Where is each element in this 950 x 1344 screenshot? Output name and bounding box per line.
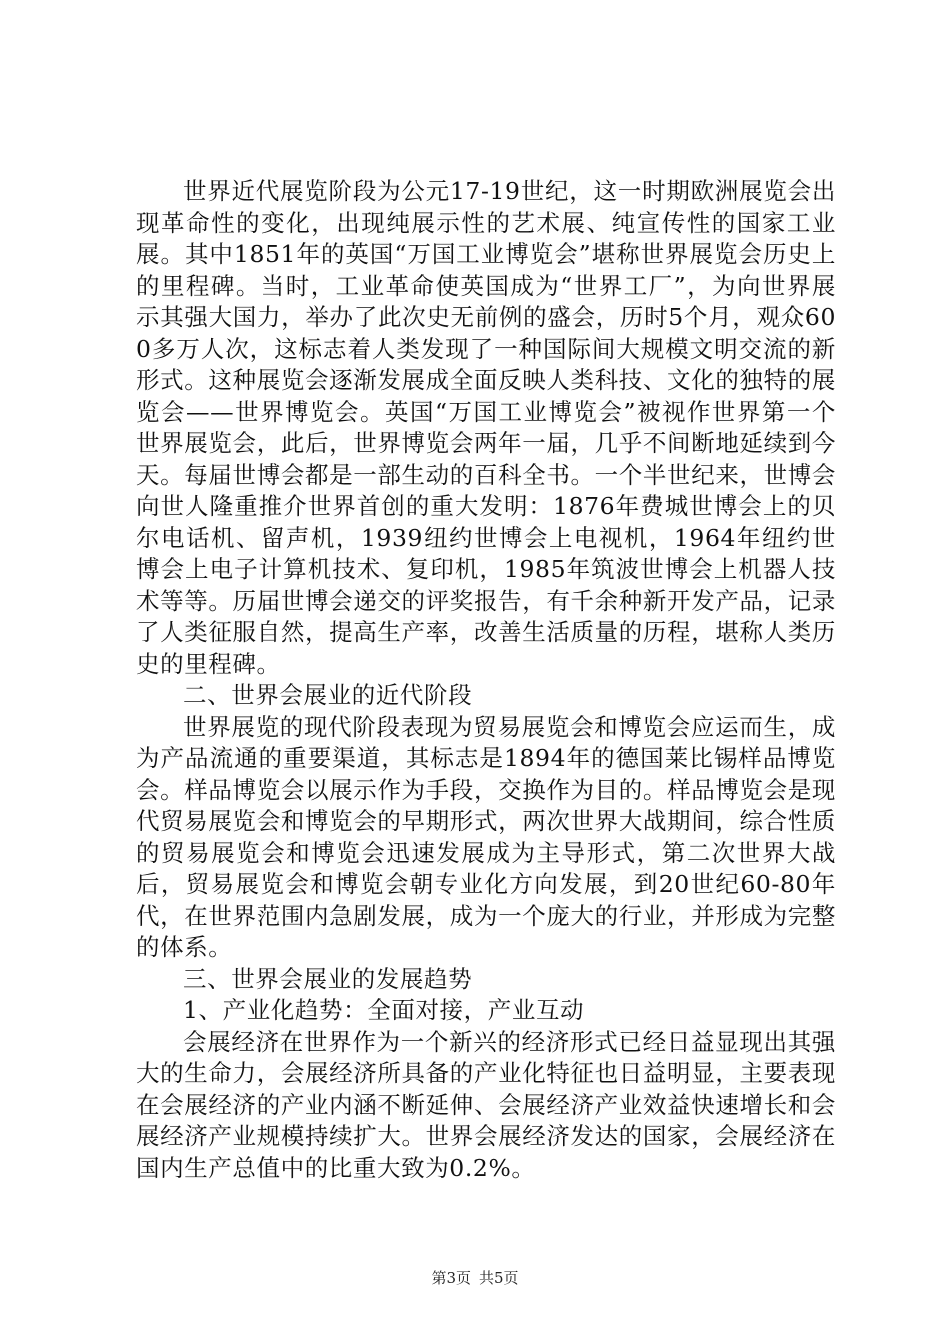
page-number: 第3页: [431, 1269, 471, 1287]
paragraph-convention-economy: 会展经济在世界作为一个新兴的经济形式已经日益显现出其强大的生命力，会展经济所具备的产业化特征也日益明显，主要表现在会展经济的产业内涵不断延伸、会展经济产业效益快速增长和会展经济产业规模持续扩大。世界会展经济发达的国家，会展经济在国内生产总值中的比重大致为0.2%。: [136, 1027, 836, 1182]
subheading-industrialization-trend: 1、产业化趋势：全面对接，产业互动: [183, 996, 585, 1024]
paragraph-modern-exhibition-stage: 世界近代展览阶段为公元17-19世纪，这一时期欧洲展览会出现革命性的变化，出现纯展示性的艺术展、纯宣传性的国家工业展。其中1851年的英国“万国工业博览会”堪称世界展览会历史上的里程碑。当时，工业革命使英国成为“世界工厂”，为向世界展示其强大国力，举办了此次史无前例的盛会，历时5个月，观众600多万人次，这标志着人类发现了一种国际间大规模文明交流的新形式。这种展览会逐渐发展成全面反映人类科技、文化的独特的展览会——世界博览会。英国“万国工业博览会”被视作世界第一个世界展览会，此后，世界博览会两年一届，几乎不间断地延续到今天。每届世博会都是一部生动的百科全书。一个半世纪来，世博会向世人隆重推介世界首创的重大发明：1876年费城世博会上的贝尔电话机、留声机，1939纽约世博会上电视机，1964年纽约世博会上电子计算机技术、复印机，1985年筑波世博会上机器人技术等等。历届世博会递交的评奖报告，有千余种新开发产品，记录了人类征服自然，提高生产率，改善生活质量的历程，堪称人类历史的里程碑。: [136, 177, 836, 678]
page-total: 共5页: [479, 1269, 519, 1287]
section-heading-development-trends: 三、世界会展业的发展趋势: [183, 964, 473, 993]
page-footer: [0, 1268, 950, 1288]
section-heading-modern-stage: 二、世界会展业的近代阶段: [183, 681, 473, 709]
document-body: [136, 176, 836, 1184]
paragraph-trade-fairs: 世界展览的现代阶段表现为贸易展览会和博览会应运而生，成为产品流通的重要渠道，其标志是1894年的德国莱比锡样品博览会。样品博览会以展示作为手段，交换作为目的。样品博览会是现代贸易展览会和博览会的早期形式，两次世界大战期间，综合性质的贸易展览会和博览会迅速发展成为主导形式，第二次世界大战后，贸易展览会和博览会朝专业化方向发展，到20世纪60-80年代，在世界范围内急剧发展，成为一个庞大的行业，并形成为完整的体系。: [136, 712, 836, 961]
